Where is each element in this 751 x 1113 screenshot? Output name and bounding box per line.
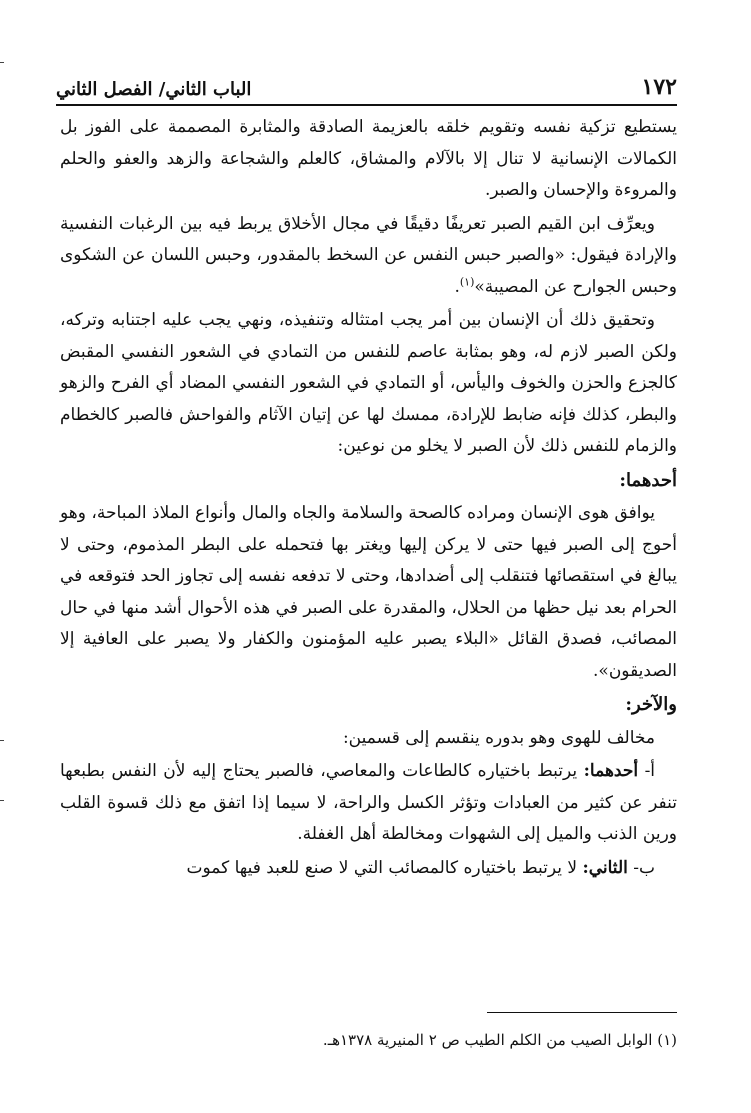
footnote-reference: (١) [459,274,475,288]
paragraph-text: لا يرتبط باختياره كالمصائب التي لا صنع للعبد فيها كموت [186,857,578,878]
subheading-first: أحدهما: [619,469,677,491]
paragraph-text: مخالف للهوى وهو بدوره ينقسم إلى قسمين: [342,727,655,748]
paragraph [60,305,677,463]
paragraph-text: يستطيع تزكية نفسه وتقويم خلقه بالعزيمة الصادقة والمثابرة المصممة على الفوز بل الكمالات الإنسانية لا تنال إلا بالآلام والمشاق، كالعلم والشجاعة والزهد والعفو والحلم والمروءة والإحسان والصبر. [60,117,677,200]
scan-margin-mark [0,62,4,63]
body-text [60,112,677,886]
paragraph-text: وتحقيق ذلك أن الإنسان بين أمر يجب امتثاله وتنفيذه، ونهي يجب عليه اجتنابه وتركه، ولكن الصبر لازم له، وهو بمثابة عاصم للنفس من التمادي في الشعور النفسي المقبض كالجزع والحزن والخوف واليأس، أو التمادي في الشعور النفسي المضاد أي الفرح والزهو والبطر، كذلك فإنه ضابط للإرادة، ممسك لها عن إتيان الآثام والفواحش فالصبر كالخطام والزمام للنفس ذلك لأن الصبر لا يخلو من نوعين: [60,310,677,456]
page-header [56,58,677,106]
chapter-title: الباب الثاني/ الفصل الثاني [56,79,252,100]
list-item-b [60,853,677,885]
paragraph [60,112,677,207]
scan-margin-mark [0,740,4,741]
paragraph [60,498,677,687]
list-marker: أ- [644,761,656,781]
list-label: الثاني: [582,857,628,878]
paragraph [60,723,677,755]
scan-margin-mark [0,800,4,801]
list-marker: ب- [633,857,655,878]
footnote: (١) الوابل الصيب من الكلم الطيب ص ٢ المنيرية ١٣٧٨هـ. [322,1031,677,1049]
footnote-divider [487,1012,677,1013]
subheading-other: والآخر: [625,694,677,715]
paragraph-text: يرتبط باختياره كالطاعات والمعاصي، فالصبر يحتاج إليه لأن النفس بطبعها تنفر عن كثير من العبادات وتؤثر الكسل والراحة، لا سيما إذا اتفق مع ذلك قسوة القلب ورين الذنب والميل إلى الشهوات ومخالطة أهل الغفلة. [60,761,677,844]
list-label: أحدهما: [583,761,639,781]
paragraph-text: ويعرِّف ابن القيم الصبر تعريفًا دقيقًا في مجال الأخلاق يربط فيه بين الرغبات النفسية والإرادة فيقول: «والصبر حبس النفس عن السخط بالمقدور، وحبس اللسان عن الشكوى وحبس الجوارح عن المصيبة» [60,213,677,297]
paragraph: ويعرِّف ابن القيم الصبر تعريفًا دقيقًا في مجال الأخلاق يربط فيه بين الرغبات النفسية والإرادة فيقول: «والصبر حبس النفس عن السخط بالمقدور، وحبس اللسان عن الشكوى وحبس الجوارح عن المصيبة»$^{(١)}$. [60,213,677,297]
list-item-a [60,756,677,851]
page-number: ١٧٢ [641,74,677,100]
paragraph-text: يوافق هوى الإنسان ومراده كالصحة والسلامة والجاه والمال وأنواع الملاذ المباحة، وهو أحوج إلى الصبر فيها حتى لا يركن إليها ويغتر بها فتحمله على البطر المذموم، وحتى لا يبالغ في استقصائها فتنقلب إلى أضدادها، وحتى لا تدفعه نفسه إلى تجاوز الحد فتوقعه في الحرام بعد نيل حظها من الحلال، والمقدرة على الصبر في هذه الأحوال أشد منها في حال المصائب، فصدق القائل «البلاء يصبر عليه المؤمنون والكفار ولا يصبر على العافية إلا الصديقون». [60,503,677,681]
